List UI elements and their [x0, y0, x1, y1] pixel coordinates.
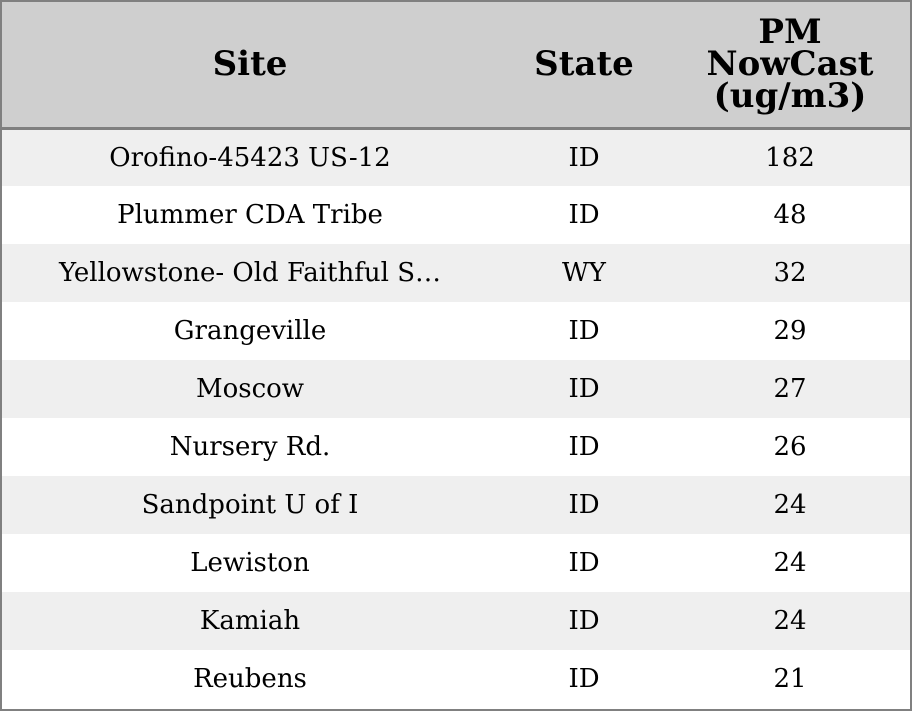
state-cell: ID	[568, 490, 600, 520]
table-row	[2, 128, 910, 186]
state-cell: ID	[568, 432, 600, 462]
site-column-header: Site	[2, 2, 498, 128]
pm-value-cell: 21	[773, 664, 807, 694]
pm-value-cell: 24	[773, 606, 807, 636]
pm-value-cell: 24	[773, 490, 807, 520]
state-cell: ID	[568, 664, 600, 694]
table-row	[2, 360, 910, 418]
table-header-row	[2, 2, 910, 128]
table-row	[2, 244, 910, 302]
state-cell: ID	[568, 200, 600, 230]
table-row	[2, 534, 910, 592]
pm-value-cell: 29	[773, 316, 807, 346]
table-row	[2, 476, 910, 534]
pm-header-line: PM	[758, 12, 822, 53]
pm-value-cell: 26	[773, 432, 807, 462]
table-row	[2, 302, 910, 360]
site-cell: Lewiston	[190, 548, 310, 578]
table-body	[2, 128, 910, 708]
state-column-header: State	[498, 2, 670, 128]
state-cell: ID	[568, 142, 600, 173]
pm-header-line: NowCast	[706, 44, 874, 85]
site-cell: Orofino-45423 US-12	[109, 142, 391, 173]
site-cell: Reubens	[193, 664, 307, 694]
table-row	[2, 186, 910, 244]
state-cell: ID	[568, 606, 600, 636]
state-cell: WY	[562, 258, 606, 288]
state-cell: ID	[568, 548, 600, 578]
site-cell: Nursery Rd.	[169, 432, 331, 462]
table-row	[2, 592, 910, 650]
pm-nowcast-column-header	[670, 2, 910, 128]
site-cell: Grangeville	[173, 316, 327, 346]
pm-value-cell: 27	[773, 374, 807, 404]
site-cell: Plummer CDA Tribe	[117, 200, 383, 230]
state-cell: ID	[568, 374, 600, 404]
site-cell: Kamiah	[199, 606, 301, 636]
pm-header-line: (ug/m3)	[713, 76, 867, 117]
pm-value-cell: 32	[773, 258, 807, 288]
state-cell: ID	[568, 316, 600, 346]
table-row	[2, 418, 910, 476]
table-row	[2, 650, 910, 708]
pm-value-cell: 48	[773, 200, 807, 230]
pm-value-cell: 182	[765, 142, 815, 173]
site-cell: Yellowstone- Old Faithful S…	[58, 258, 442, 288]
site-cell: Sandpoint U of I	[141, 490, 359, 520]
pm-nowcast-table	[2, 2, 910, 708]
pm-value-cell: 24	[773, 548, 807, 578]
site-cell: Moscow	[195, 374, 305, 404]
